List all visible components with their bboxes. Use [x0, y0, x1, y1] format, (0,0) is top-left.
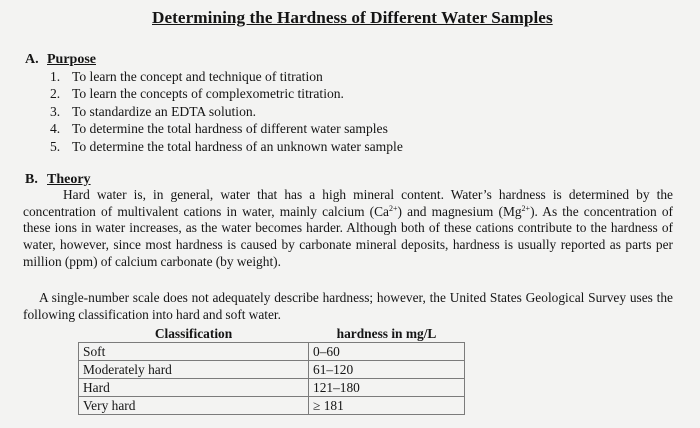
theory-text-part: ). As the concentration of these ions in water increases, as the water becomes harder. Although both of these cations contribute to the hardness of water, however, since most hardness is caused by carbonate mineral deposits, hardness is usually reported as parts per million (ppm) of calcium carbonate (by weight).: [23, 203, 673, 269]
page-title: Determining the Hardness of Different Water Samples: [152, 8, 553, 27]
theory-text-part: ) and magnesium (Mg: [397, 203, 522, 219]
hardness-cell: 121–180: [309, 379, 465, 397]
table-row: [79, 397, 465, 415]
purpose-item-number: 1.: [50, 69, 61, 84]
table-row: [79, 379, 465, 397]
purpose-item: [50, 120, 403, 137]
purpose-item-text: To standardize an EDTA solution.: [72, 103, 257, 119]
purpose-item-text: To learn the concept and technique of titration: [72, 69, 323, 84]
purpose-item-number: 3.: [50, 103, 61, 119]
hardness-classification-table: [78, 325, 465, 415]
purpose-heading-label: Purpose: [47, 52, 96, 67]
purpose-item: [50, 138, 403, 155]
classification-cell: Hard: [79, 379, 309, 397]
theory-heading: [25, 172, 91, 188]
purpose-list: [50, 68, 403, 155]
purpose-item: [50, 68, 403, 85]
purpose-item-number: 5.: [50, 138, 61, 154]
calcium-charge: 2+: [389, 203, 398, 213]
theory-heading-label: Theory: [47, 172, 91, 187]
theory-text-part: Hard water is, in general, water that has a high mineral content. Water’s hardness is determined by the concentration of multivalent cations in water, mainly calcium (Ca: [23, 187, 673, 219]
purpose-heading: [25, 52, 96, 68]
table-row: [79, 361, 465, 379]
purpose-item-text: To determine the total hardness of different water samples: [72, 121, 388, 137]
theory-paragraph: [23, 187, 673, 271]
purpose-item-number: 2.: [50, 86, 61, 102]
purpose-item: [50, 103, 403, 120]
classification-cell: Soft: [79, 343, 309, 361]
theory-letter: B.: [25, 172, 38, 187]
hardness-header: hardness in mg/L: [336, 325, 437, 341]
classification-cell: Very hard: [79, 397, 309, 415]
classification-intro-paragraph: A single-number scale does not adequately describe hardness; however, the United States Geological Survey uses the following classification into hard and soft water.: [23, 290, 673, 322]
magnesium-charge: 2+: [521, 203, 531, 213]
table-header-row: [79, 325, 465, 343]
hardness-cell: ≥ 181: [309, 397, 465, 415]
classification-header: Classification: [154, 325, 233, 341]
purpose-item-text: To determine the total hardness of an unknown water sample: [72, 138, 403, 154]
hardness-cell: 61–120: [309, 361, 465, 379]
table-row: [79, 343, 465, 361]
classification-cell: Moderately hard: [79, 361, 309, 379]
purpose-item-text: To learn the concepts of complexometric titration.: [72, 86, 344, 102]
purpose-item-number: 4.: [50, 121, 61, 137]
purpose-item: [50, 85, 403, 102]
purpose-letter: A.: [25, 52, 39, 67]
hardness-cell: 0–60: [309, 343, 465, 361]
